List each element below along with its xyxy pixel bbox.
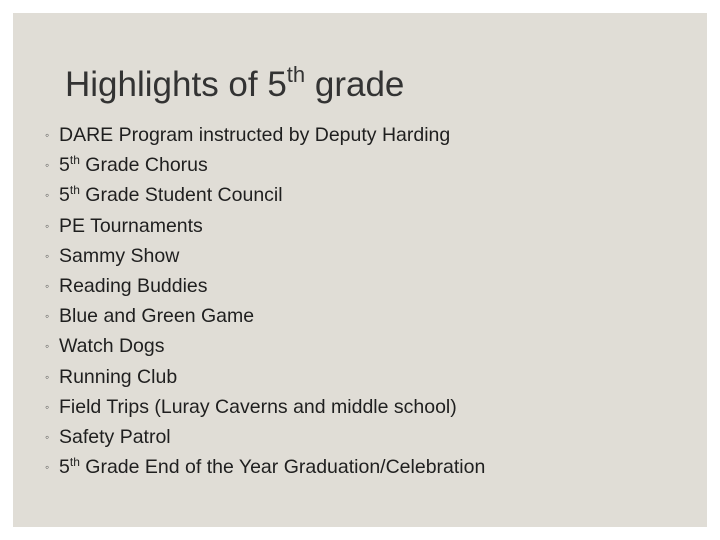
list-item-text: Field Trips (Luray Caverns and middle school) (59, 395, 457, 418)
list-item-text: 5th Grade End of the Year Graduation/Celebration (59, 455, 486, 479)
bullet-icon: ◦ (45, 218, 50, 233)
list-item-text: Sammy Show (59, 244, 180, 267)
bullet-icon: ◦ (45, 188, 50, 203)
list-item-text: 5th Grade Student Council (59, 183, 283, 207)
list-item (45, 362, 485, 392)
list-item-text: PE Tournaments (59, 214, 203, 237)
bullet-icon: ◦ (45, 158, 50, 173)
slide (13, 13, 707, 527)
list-item (45, 180, 485, 210)
bullet-icon: ◦ (45, 128, 50, 142)
bullet-icon: ◦ (45, 339, 50, 354)
bullet-icon: ◦ (45, 309, 50, 324)
bullet-list (45, 120, 485, 482)
list-item-text: DARE Program instructed by Deputy Harding (59, 124, 451, 146)
list-item-text: Watch Dogs (59, 335, 165, 358)
list-item (45, 452, 485, 482)
list-item (45, 211, 485, 241)
list-item-text: Blue and Green Game (59, 305, 255, 328)
list-item (45, 392, 485, 422)
bullet-icon: ◦ (45, 248, 50, 263)
list-item (45, 422, 485, 452)
list-item-text: Running Club (59, 365, 178, 388)
list-item (45, 301, 485, 331)
bullet-icon: ◦ (45, 429, 50, 444)
slide-title: Highlights of 5th grade (65, 62, 405, 104)
bullet-icon: ◦ (45, 278, 50, 293)
list-item-text: 5th Grade Chorus (59, 153, 208, 177)
list-item (45, 331, 485, 361)
list-item (45, 150, 485, 180)
list-item (45, 241, 485, 271)
list-item-text: Reading Buddies (59, 274, 208, 297)
bullet-icon: ◦ (45, 399, 50, 414)
list-item (45, 271, 485, 301)
list-item (45, 120, 485, 150)
bullet-icon: ◦ (45, 460, 50, 475)
bullet-icon: ◦ (45, 369, 50, 384)
list-item-text: Safety Patrol (59, 425, 171, 448)
